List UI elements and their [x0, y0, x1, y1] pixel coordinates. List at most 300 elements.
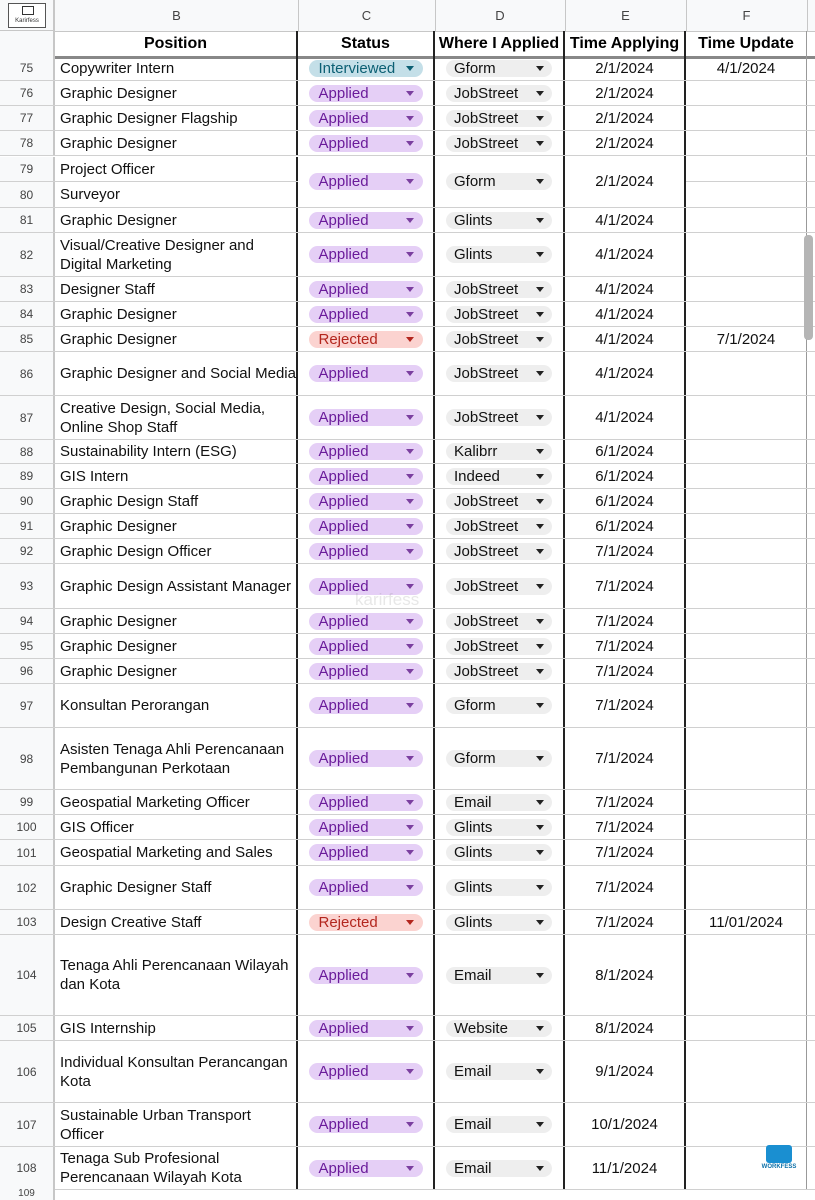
- time-update-cell[interactable]: [686, 440, 807, 463]
- row-number[interactable]: 79: [0, 157, 55, 181]
- time-applying-cell[interactable]: 2/1/2024: [565, 106, 686, 130]
- status-cell[interactable]: [298, 659, 435, 683]
- row-number[interactable]: 94: [0, 609, 55, 633]
- header-where-applied[interactable]: Where I Applied: [435, 31, 565, 56]
- where-applied-cell[interactable]: [435, 634, 565, 658]
- status-label: Applied: [318, 1019, 369, 1037]
- table-row: [0, 440, 815, 464]
- where-applied-cell[interactable]: [435, 208, 565, 232]
- status-cell[interactable]: [298, 815, 435, 839]
- position-cell[interactable]: Visual/Creative Designer and Digital Marketing: [55, 233, 298, 276]
- row-number[interactable]: 86: [0, 352, 55, 395]
- where-applied-dropdown[interactable]: [446, 518, 552, 535]
- time-update-cell[interactable]: [686, 815, 807, 839]
- position-cell[interactable]: Asisten Tenaga Ahli Perencanaan Pembangunan Perkotaan: [55, 728, 298, 789]
- where-applied-dropdown[interactable]: [446, 331, 552, 348]
- time-update-cell[interactable]: [686, 131, 807, 155]
- time-applying-cell[interactable]: 2/1/2024: [565, 81, 686, 105]
- status-cell[interactable]: [298, 910, 435, 934]
- where-applied-cell[interactable]: [435, 1147, 565, 1189]
- status-dropdown[interactable]: [309, 967, 423, 984]
- row-number[interactable]: 84: [0, 302, 55, 326]
- time-update-cell[interactable]: [686, 659, 807, 683]
- where-applied-dropdown[interactable]: [446, 578, 552, 595]
- time-update-cell[interactable]: [686, 233, 807, 276]
- status-dropdown[interactable]: [309, 173, 423, 190]
- time-applying-cell[interactable]: 6/1/2024: [565, 464, 686, 488]
- time-applying-cell[interactable]: 4/1/2024: [565, 302, 686, 326]
- watermark: karirfess: [355, 590, 420, 609]
- time-applying-cell[interactable]: 4/1/2024: [565, 327, 686, 351]
- where-applied-dropdown[interactable]: [446, 914, 552, 931]
- status-cell[interactable]: [298, 728, 435, 789]
- where-applied-cell[interactable]: [435, 539, 565, 563]
- status-cell[interactable]: [298, 1147, 435, 1189]
- column-letter-b[interactable]: B: [55, 0, 299, 31]
- table-row: [0, 815, 815, 840]
- status-dropdown[interactable]: [309, 543, 423, 560]
- where-applied-dropdown[interactable]: [446, 1063, 552, 1080]
- time-update-cell[interactable]: [686, 634, 807, 658]
- where-applied-dropdown[interactable]: [446, 967, 552, 984]
- row-number[interactable]: 98: [0, 728, 55, 789]
- position-cell[interactable]: Graphic Designer: [55, 81, 298, 105]
- where-applied-cell[interactable]: [435, 935, 565, 1015]
- chevron-down-icon: [536, 337, 544, 342]
- time-applying-cell[interactable]: 4/1/2024: [565, 352, 686, 395]
- where-applied-cell[interactable]: [435, 684, 565, 727]
- status-dropdown[interactable]: [309, 518, 423, 535]
- status-dropdown[interactable]: [309, 85, 423, 102]
- where-applied-dropdown[interactable]: [446, 697, 552, 714]
- status-cell[interactable]: [298, 514, 435, 538]
- status-dropdown[interactable]: [309, 493, 423, 510]
- position-cell[interactable]: Graphic Designer and Social Media: [55, 352, 298, 395]
- chevron-down-icon: [536, 973, 544, 978]
- where-applied-cell[interactable]: [435, 156, 565, 207]
- where-applied-dropdown[interactable]: [446, 281, 552, 298]
- row-number[interactable]: 91: [0, 514, 55, 538]
- row-number[interactable]: 90: [0, 489, 55, 513]
- time-applying-cell[interactable]: 7/1/2024: [565, 659, 686, 683]
- where-applied-cell[interactable]: [435, 131, 565, 155]
- row-number[interactable]: 102: [0, 866, 55, 909]
- position-cell[interactable]: Creative Design, Social Media, Online Shop Staff: [55, 396, 298, 439]
- status-dropdown[interactable]: [309, 468, 423, 485]
- row-number[interactable]: 109: [0, 1188, 55, 1200]
- row-number[interactable]: 95: [0, 634, 55, 658]
- position-cell[interactable]: Graphic Designer: [55, 131, 298, 155]
- time-applying-cell[interactable]: 7/1/2024: [565, 866, 686, 909]
- time-applying-cell[interactable]: 7/1/2024: [565, 728, 686, 789]
- where-applied-dropdown[interactable]: [446, 60, 552, 77]
- row-number[interactable]: 99: [0, 790, 55, 814]
- status-dropdown[interactable]: [309, 306, 423, 323]
- position-cell[interactable]: Graphic Designer Staff: [55, 866, 298, 909]
- status-dropdown[interactable]: [309, 844, 423, 861]
- position-cell[interactable]: Tenaga Ahli Perencanaan Wilayah dan Kota: [55, 935, 298, 1015]
- time-applying-cell[interactable]: 4/1/2024: [565, 396, 686, 439]
- where-applied-cell[interactable]: [435, 233, 565, 276]
- chevron-down-icon: [406, 474, 414, 479]
- where-applied-dropdown[interactable]: [446, 1020, 552, 1037]
- position-cell[interactable]: Graphic Designer: [55, 514, 298, 538]
- status-cell[interactable]: [298, 396, 435, 439]
- position-cell[interactable]: Graphic Designer Flagship: [55, 106, 298, 130]
- time-update-cell[interactable]: [686, 790, 807, 814]
- time-applying-cell[interactable]: 7/1/2024: [565, 684, 686, 727]
- header-time-update[interactable]: Time Update: [686, 31, 807, 56]
- position-cell[interactable]: Graphic Designer: [55, 634, 298, 658]
- time-applying-cell[interactable]: 9/1/2024: [565, 1041, 686, 1102]
- status-cell[interactable]: [298, 1041, 435, 1102]
- status-cell[interactable]: [298, 327, 435, 351]
- position-cell[interactable]: Graphic Designer: [55, 609, 298, 633]
- table-row: [0, 489, 815, 514]
- where-applied-dropdown[interactable]: [446, 173, 552, 190]
- time-update-cell[interactable]: [686, 81, 807, 105]
- column-letter-d[interactable]: D: [435, 0, 566, 31]
- row-number[interactable]: 107: [0, 1103, 55, 1146]
- where-applied-cell[interactable]: [435, 1016, 565, 1040]
- status-cell[interactable]: [298, 440, 435, 463]
- where-applied-dropdown[interactable]: [446, 844, 552, 861]
- where-applied-cell[interactable]: [435, 1103, 565, 1146]
- table-row: [0, 634, 815, 659]
- chevron-down-icon: [406, 287, 414, 292]
- position-cell[interactable]: Sustainable Urban Transport Officer: [55, 1103, 298, 1146]
- row-number[interactable]: 103: [0, 910, 55, 934]
- time-update-cell[interactable]: [686, 464, 807, 488]
- where-applied-dropdown[interactable]: [446, 663, 552, 680]
- time-update-cell[interactable]: [686, 396, 807, 439]
- position-cell[interactable]: GIS Officer: [55, 815, 298, 839]
- status-cell[interactable]: [298, 634, 435, 658]
- status-cell[interactable]: [298, 56, 435, 80]
- status-cell[interactable]: [298, 1016, 435, 1040]
- where-applied-dropdown[interactable]: [446, 365, 552, 382]
- status-dropdown[interactable]: [309, 60, 423, 77]
- status-cell[interactable]: [298, 106, 435, 130]
- row-number-header[interactable]: [0, 31, 55, 56]
- position-cell[interactable]: Graphic Designer: [55, 659, 298, 683]
- table-row: [0, 609, 815, 634]
- time-applying-cell[interactable]: 4/1/2024: [565, 208, 686, 232]
- where-applied-cell[interactable]: [435, 56, 565, 80]
- status-dropdown[interactable]: [309, 409, 423, 426]
- time-applying-cell[interactable]: 8/1/2024: [565, 1016, 686, 1040]
- where-applied-dropdown[interactable]: [446, 879, 552, 896]
- where-applied-dropdown[interactable]: [446, 1160, 552, 1177]
- time-update-cell[interactable]: [686, 157, 807, 181]
- row-number[interactable]: 82: [0, 233, 55, 276]
- time-update-cell[interactable]: [686, 935, 807, 1015]
- status-dropdown[interactable]: [309, 110, 423, 127]
- where-applied-cell[interactable]: [435, 790, 565, 814]
- status-cell[interactable]: [298, 208, 435, 232]
- table-row: [0, 514, 815, 539]
- position-cell[interactable]: Sustainability Intern (ESG): [55, 440, 298, 463]
- status-cell[interactable]: [298, 539, 435, 563]
- status-cell[interactable]: [298, 609, 435, 633]
- time-update-cell[interactable]: [686, 866, 807, 909]
- row-number[interactable]: 100: [0, 815, 55, 839]
- row-number[interactable]: 81: [0, 208, 55, 232]
- where-applied-dropdown[interactable]: [446, 443, 552, 460]
- status-dropdown[interactable]: [309, 331, 423, 348]
- status-dropdown[interactable]: [309, 1020, 423, 1037]
- column-letter-f[interactable]: F: [686, 0, 808, 31]
- where-applied-cell[interactable]: [435, 866, 565, 909]
- where-applied-cell[interactable]: [435, 564, 565, 608]
- chevron-down-icon: [406, 415, 414, 420]
- row-number[interactable]: 105: [0, 1016, 55, 1040]
- time-applying-cell[interactable]: 8/1/2024: [565, 935, 686, 1015]
- where-applied-cell[interactable]: [435, 327, 565, 351]
- where-applied-cell[interactable]: [435, 81, 565, 105]
- time-applying-cell[interactable]: 7/1/2024: [565, 910, 686, 934]
- position-cell[interactable]: GIS Intern: [55, 464, 298, 488]
- where-applied-dropdown[interactable]: [446, 819, 552, 836]
- time-applying-cell[interactable]: 7/1/2024: [565, 815, 686, 839]
- row-number[interactable]: 96: [0, 659, 55, 683]
- where-applied-cell[interactable]: [435, 910, 565, 934]
- header-time-applying[interactable]: Time Applying: [565, 31, 686, 56]
- status-dropdown[interactable]: [309, 879, 423, 896]
- status-cell[interactable]: [298, 277, 435, 301]
- status-cell[interactable]: [298, 233, 435, 276]
- position-cell[interactable]: Copywriter Intern: [55, 56, 298, 80]
- time-applying-cell[interactable]: 7/1/2024: [565, 539, 686, 563]
- status-cell[interactable]: [298, 1103, 435, 1146]
- row-number[interactable]: 104: [0, 935, 55, 1015]
- select-all-corner[interactable]: [0, 0, 55, 31]
- where-applied-dropdown[interactable]: [446, 135, 552, 152]
- position-cell[interactable]: Graphic Design Assistant Manager: [55, 564, 298, 608]
- where-applied-cell[interactable]: [435, 464, 565, 488]
- time-update-cell[interactable]: [686, 1041, 807, 1102]
- where-applied-cell[interactable]: [435, 815, 565, 839]
- status-dropdown[interactable]: [309, 794, 423, 811]
- row-number[interactable]: 97: [0, 684, 55, 727]
- time-update-cell[interactable]: [686, 684, 807, 727]
- time-update-cell[interactable]: [686, 1016, 807, 1040]
- where-applied-dropdown[interactable]: [446, 110, 552, 127]
- status-label: Applied: [318, 305, 369, 323]
- chevron-down-icon: [536, 287, 544, 292]
- status-dropdown[interactable]: [309, 613, 423, 630]
- where-applied-cell[interactable]: [435, 659, 565, 683]
- time-applying-cell[interactable]: 7/1/2024: [565, 609, 686, 633]
- position-cell[interactable]: Design Creative Staff: [55, 910, 298, 934]
- where-applied-cell[interactable]: [435, 277, 565, 301]
- row-number[interactable]: 101: [0, 840, 55, 865]
- time-applying-cell[interactable]: 2/1/2024: [565, 131, 686, 155]
- column-letter-e[interactable]: E: [565, 0, 687, 31]
- where-applied-dropdown[interactable]: [446, 794, 552, 811]
- time-applying-cell[interactable]: 6/1/2024: [565, 440, 686, 463]
- chevron-down-icon: [536, 825, 544, 830]
- status-dropdown[interactable]: [309, 246, 423, 263]
- where-applied-cell[interactable]: [435, 302, 565, 326]
- status-cell[interactable]: [298, 81, 435, 105]
- where-applied-dropdown[interactable]: [446, 493, 552, 510]
- time-applying-cell[interactable]: 7/1/2024: [565, 564, 686, 608]
- status-cell[interactable]: [298, 866, 435, 909]
- header-position[interactable]: Position: [55, 31, 298, 56]
- status-cell[interactable]: [298, 935, 435, 1015]
- position-cell[interactable]: GIS Internship: [55, 1016, 298, 1040]
- row-number[interactable]: 75: [0, 56, 55, 80]
- position-cell[interactable]: Konsultan Perorangan: [55, 684, 298, 727]
- row-number[interactable]: 80: [0, 182, 55, 207]
- where-applied-label: JobStreet: [454, 662, 519, 680]
- time-update-cell[interactable]: [686, 1103, 807, 1146]
- status-dropdown[interactable]: [309, 212, 423, 229]
- where-applied-dropdown[interactable]: [446, 1116, 552, 1133]
- where-applied-cell[interactable]: [435, 352, 565, 395]
- status-dropdown[interactable]: [309, 135, 423, 152]
- position-cell[interactable]: Tenaga Sub Profesional Perencanaan Wilayah Kota: [55, 1147, 298, 1189]
- row-number[interactable]: 106: [0, 1041, 55, 1102]
- time-update-cell[interactable]: [686, 208, 807, 232]
- time-update-cell[interactable]: [686, 352, 807, 395]
- status-dropdown[interactable]: [309, 663, 423, 680]
- time-update-cell[interactable]: [686, 609, 807, 633]
- where-applied-dropdown[interactable]: [446, 409, 552, 426]
- time-update-cell[interactable]: [686, 539, 807, 563]
- where-applied-dropdown[interactable]: [446, 750, 552, 767]
- time-applying-cell[interactable]: 6/1/2024: [565, 489, 686, 513]
- where-applied-label: Gform: [454, 697, 496, 714]
- where-applied-cell[interactable]: [435, 840, 565, 865]
- time-update-cell[interactable]: [686, 106, 807, 130]
- status-cell[interactable]: [298, 352, 435, 395]
- where-applied-cell[interactable]: [435, 106, 565, 130]
- time-applying-cell[interactable]: 7/1/2024: [565, 790, 686, 814]
- chevron-down-icon: [536, 116, 544, 121]
- row-number[interactable]: 87: [0, 396, 55, 439]
- time-update-cell[interactable]: [686, 840, 807, 865]
- status-dropdown[interactable]: [309, 365, 423, 382]
- status-cell[interactable]: [298, 489, 435, 513]
- position-cell[interactable]: Project Officer: [55, 157, 298, 181]
- position-cell[interactable]: Individual Konsultan Perancangan Kota: [55, 1041, 298, 1102]
- position-cell[interactable]: Geospatial Marketing Officer: [55, 790, 298, 814]
- position-cell[interactable]: Designer Staff: [55, 277, 298, 301]
- time-update-cell[interactable]: [686, 728, 807, 789]
- time-update-cell[interactable]: 7/1/2024: [686, 327, 807, 351]
- where-applied-dropdown[interactable]: [446, 543, 552, 560]
- time-applying-cell[interactable]: 10/1/2024: [565, 1103, 686, 1146]
- status-dropdown[interactable]: [309, 819, 423, 836]
- vertical-scrollbar[interactable]: [804, 235, 813, 340]
- time-update-cell[interactable]: [686, 564, 807, 608]
- status-cell[interactable]: [298, 840, 435, 865]
- status-cell[interactable]: [298, 684, 435, 727]
- time-update-cell[interactable]: 4/1/2024: [686, 56, 807, 80]
- row-number[interactable]: 88: [0, 440, 55, 463]
- time-applying-cell[interactable]: 7/1/2024: [565, 840, 686, 865]
- time-update-cell[interactable]: [686, 514, 807, 538]
- where-applied-dropdown[interactable]: [446, 468, 552, 485]
- position-cell[interactable]: Geospatial Marketing and Sales: [55, 840, 298, 865]
- position-cell[interactable]: Graphic Designer: [55, 208, 298, 232]
- row-number[interactable]: 89: [0, 464, 55, 488]
- position-cell[interactable]: Surveyor: [55, 182, 298, 207]
- status-cell[interactable]: [298, 131, 435, 155]
- where-applied-dropdown[interactable]: [446, 85, 552, 102]
- row-number[interactable]: 93: [0, 564, 55, 608]
- time-applying-cell[interactable]: 4/1/2024: [565, 277, 686, 301]
- where-applied-cell[interactable]: [435, 609, 565, 633]
- time-applying-cell[interactable]: 7/1/2024: [565, 634, 686, 658]
- status-dropdown[interactable]: [309, 1160, 423, 1177]
- status-dropdown[interactable]: [309, 697, 423, 714]
- time-update-cell[interactable]: 11/01/2024: [686, 910, 807, 934]
- row-number[interactable]: 76: [0, 81, 55, 105]
- table-row: [0, 539, 815, 564]
- where-applied-cell[interactable]: [435, 1041, 565, 1102]
- status-cell[interactable]: [298, 464, 435, 488]
- time-update-cell[interactable]: [686, 302, 807, 326]
- where-applied-cell[interactable]: [435, 396, 565, 439]
- time-applying-cell[interactable]: 2/1/2024: [565, 56, 686, 80]
- column-letter-c[interactable]: C: [298, 0, 436, 31]
- time-update-cell[interactable]: [686, 182, 807, 207]
- status-dropdown[interactable]: [309, 750, 423, 767]
- where-applied-dropdown[interactable]: [446, 306, 552, 323]
- header-status[interactable]: Status: [298, 31, 435, 56]
- position-cell[interactable]: Graphic Designer: [55, 327, 298, 351]
- time-applying-cell[interactable]: 4/1/2024: [565, 233, 686, 276]
- where-applied-dropdown[interactable]: [446, 212, 552, 229]
- status-dropdown[interactable]: [309, 1116, 423, 1133]
- status-cell[interactable]: [298, 790, 435, 814]
- row-number[interactable]: 83: [0, 277, 55, 301]
- time-applying-cell[interactable]: 2/1/2024: [565, 156, 686, 207]
- where-applied-cell[interactable]: [435, 489, 565, 513]
- where-applied-cell[interactable]: [435, 440, 565, 463]
- time-update-cell[interactable]: [686, 489, 807, 513]
- row-number[interactable]: 78: [0, 131, 55, 155]
- status-dropdown[interactable]: [309, 638, 423, 655]
- time-update-cell[interactable]: [686, 277, 807, 301]
- status-cell[interactable]: [298, 156, 435, 207]
- position-cell[interactable]: Graphic Designer: [55, 302, 298, 326]
- status-label: Applied: [318, 409, 369, 426]
- where-applied-dropdown[interactable]: [446, 638, 552, 655]
- time-applying-cell[interactable]: 11/1/2024: [565, 1147, 686, 1189]
- status-dropdown[interactable]: [309, 1063, 423, 1080]
- where-applied-dropdown[interactable]: [446, 613, 552, 630]
- status-cell[interactable]: [298, 302, 435, 326]
- row-number[interactable]: 108: [0, 1147, 55, 1189]
- time-applying-cell[interactable]: 6/1/2024: [565, 514, 686, 538]
- status-dropdown[interactable]: [309, 914, 423, 931]
- row-number[interactable]: 77: [0, 106, 55, 130]
- position-cell[interactable]: Graphic Design Staff: [55, 489, 298, 513]
- status-dropdown[interactable]: [309, 443, 423, 460]
- position-cell[interactable]: Graphic Design Officer: [55, 539, 298, 563]
- status-label: Applied: [318, 84, 369, 102]
- row-number[interactable]: 85: [0, 327, 55, 351]
- status-dropdown[interactable]: [309, 281, 423, 298]
- where-applied-cell[interactable]: [435, 728, 565, 789]
- where-applied-cell[interactable]: [435, 514, 565, 538]
- row-number[interactable]: 92: [0, 539, 55, 563]
- where-applied-dropdown[interactable]: [446, 246, 552, 263]
